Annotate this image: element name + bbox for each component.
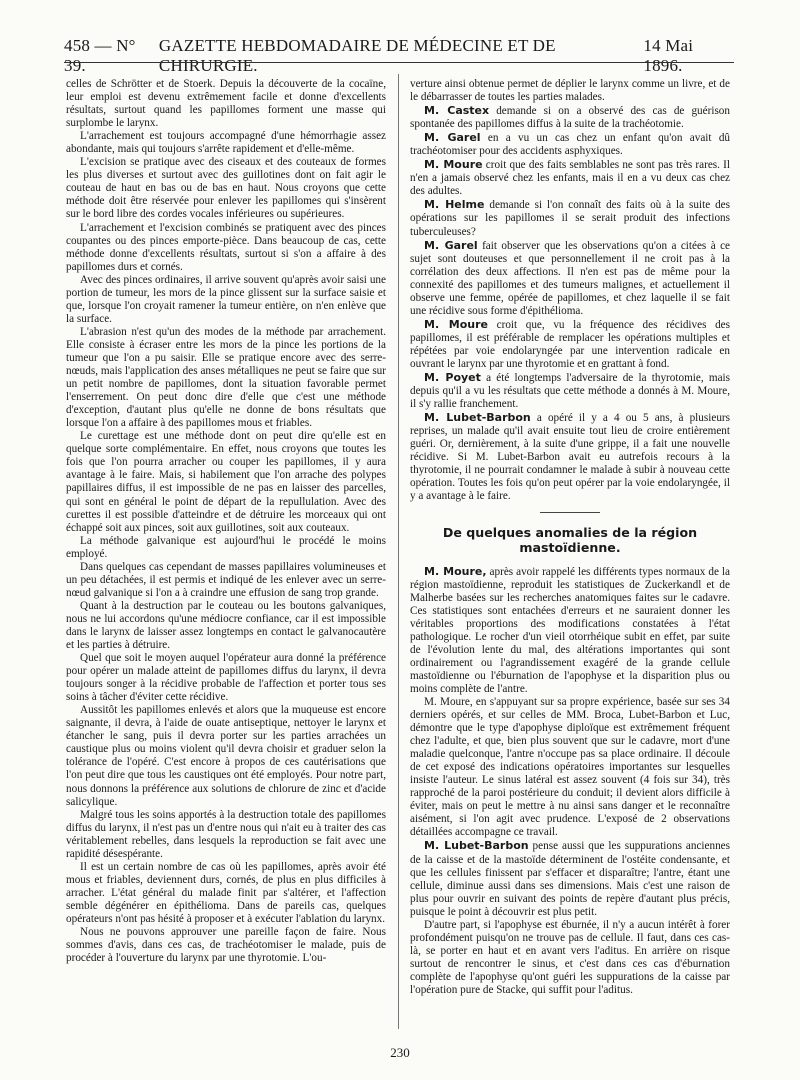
header-rule — [64, 62, 734, 63]
speaker-name: M. Garel — [424, 238, 478, 252]
paragraph — [410, 131, 730, 158]
issue-date: 14 Mai 1896. — [643, 36, 694, 75]
speaker-name: M. Lubet-Barbon — [424, 839, 529, 853]
paragraph: L'excision se pratique avec des ciseaux et des couteaux de formes les plus diverses et surtout avec des guillotines dont on fait agir le couteau de haut en bas ou de bas en haut. Nous croyons que cette méthode doit être réservée pour enlever les papillomes qui s'insèrent sur le bord libre des cordes vocales inférieures ou supérieures. — [66, 156, 386, 221]
paragraph: Quant à la destruction par le couteau ou les boutons galvaniques, nous ne lui accordons qu'une médiocre confiance, car il est impossible dans le larynx de laisser assez longtemps en contact le galvanocautère et les parties à détruire. — [66, 599, 386, 652]
paragraph — [410, 839, 730, 918]
paragraph-text: croit que, vu la fréquence des récidives des papillomes, il est préférable de remplacer les opérations multiples et répétées par voie endolaryngée par une intervention radicale en ouvrant le larynx par une thyrotomie et en grattant à fond. — [410, 318, 730, 370]
paragraph: Aussitôt les papillomes enlevés et alors que la muqueuse est encore saignante, il devra, à l'aide de ouate antiseptique, nettoyer le larynx et étancher le sang, puis il devra porter sur les parties arrachées un caustique plus ou moins violent qu'il devra choisir et graduer selon la tolérance de l'opéré. C'est encore à propos de ces cautérisations que l'on peut dire que tous les caustiques ont été employés. Pour notre part, nous donnons la préférence aux solutions de chlorure de zinc et d'acide salicylique. — [66, 704, 386, 808]
paragraph: Le curettage est une méthode dont on peut dire qu'elle est en quelque sorte complémentaire. En effet, nous croyons que toutes les fois que l'on pourra arracher ou couper les papillomes, il y aura avantage à le faire. Mais, si habilement que l'on arrache des polypes papillaires diffus, il est impossible de ne pas en laisser des parcelles, qui sont en général le point de départ de la repullulation. Avec des curettes il est possible d'atteindre et de détruire les morceaux qui ont échappé soit aux pinces, soit aux guillotines, soit aux couteaux. — [66, 430, 386, 534]
paragraph-text: en a vu un cas chez un enfant qu'on avait dû trachéotomiser pour des accidents asphyxiques. — [410, 132, 730, 158]
paragraph — [410, 411, 730, 503]
paragraph-text: a été longtemps l'adversaire de la thyrotomie, mais depuis qu'il a vu les résultats que cette méthode a donnés à M. Moure, il s'y rallie franchement. — [410, 372, 730, 411]
speaker-name: M. Moure, — [424, 564, 487, 578]
speaker-name: M. Garel — [424, 131, 481, 145]
section-rule — [540, 512, 600, 513]
paragraph-text: pense aussi que les suppurations anciennes de la caisse et de la mastoïde déterminent de l'ostéite condensante, et que les cellules finissent par s'effacer et disparaître; l'antre, étant une cellule, diminue aussi dans ses dimensions. Mais c'est une raison de plus pour ouvrir en suivant des points de repère d'autant plus précis, puisque le point à découvrir est plus petit. — [410, 840, 730, 918]
speaker-name: M. Castex — [424, 104, 490, 118]
paragraph — [410, 239, 730, 318]
speaker-name: M. Lubet-Barbon — [424, 411, 531, 425]
paragraph: Malgré tous les soins apportés à la destruction totale des papillomes diffus du larynx, il n'est pas un d'entre nous qui n'ait eu à traiter des cas véritablement rebelles, dans lesquels la reproduction se fait avec une rapidité désespérante. — [66, 808, 386, 860]
paragraph: L'abrasion n'est qu'un des modes de la méthode par arrachement. Elle consiste à écraser entre les mors de la pince les portions de la tumeur que l'on a pu saisir. Elle se pratique encore avec des serre-nœuds, mais l'application des anses métalliques ne peut se faire que sur un petit nombre de papillomes, dont la situation favorable permet l'enserrement. On peut donc dire d'elle que c'est une méthode d'exception, d'autant plus qu'elle ne donne de bons résultats que lorsque l'on a affaire à des papillomes mous et friables. — [66, 325, 386, 430]
paragraph — [410, 318, 730, 371]
column-divider — [398, 74, 399, 1029]
speaker-name: M. Moure — [424, 317, 488, 331]
paragraph: D'autre part, si l'apophyse est éburnée, il n'y a aucun intérêt à forer profondément puisqu'on ne trouve pas de cellule. Il faut, dans ces cas-là, se porter en haut et en avant vers l'aditus. En arrière on risque surtout de rencontrer le sinus, et c'est dans ces cas d'éburnation complète de l'apophyse qu'ont guéri les suppurations de la caisse par l'opération pure de Stacke, qui suffit pour l'aditus. — [410, 918, 730, 996]
paragraph: celles de Schrötter et de Stoerk. Depuis la découverte de la cocaïne, leur emploi est devenu extrêmement facile et donne d'excellents résultats, surtout quand les papillomes forment une masse qui surplombe le larynx. — [66, 78, 386, 130]
paragraph: Dans quelques cas cependant de masses papillaires volumineuses et un peu détachées, il est permis et indiqué de les enlever avec un serre-nœud galvanique si l'on a à craindre une effusion de sang trop grande. — [66, 560, 386, 599]
left-column — [66, 78, 386, 1028]
page-folio: 230 — [390, 1045, 410, 1060]
speaker-name: M. Poyet — [424, 371, 481, 385]
paragraph-text: demande si on a observé des cas de guérison spontanée des papillomes diffus à la suite de la trachéotomie. — [410, 105, 730, 131]
paragraph-text: demande si l'on connaît des faits où à la suite des opérations sur les papillomes il se serait produit des infections tuberculeuses? — [410, 199, 730, 238]
paragraph: Quel que soit le moyen auquel l'opérateur aura donné la préférence pour opérer un malade atteint de papillomes diffus du larynx, il devra toujours songer à la récidive probable de l'affection et porter tous ses soins à tâcher d'éviter cette récidive. — [66, 652, 386, 704]
right-column — [410, 78, 730, 1028]
paragraph-text: après avoir rappelé les différents types normaux de la région mastoïdienne, reproduit les statistiques de Zuckerkandl et de Malherbe basées sur les recherches anatomiques faites sur le cadavre. Ces statistiques sont entachées d'erreurs et ne sauraient donner les véritables proportions des modifications constatées à l'état pathologique. Le rocher d'un vieil otorrhéique subit en effet, par suite de l'évolution lente du mal, des altérations importantes qui sont ordinairement ou l'agrandissement exagéré de la grande cellule mastoïdienne ou l'éburnation de l'apophyse et la disparition plus ou moins complète de l'antre. — [410, 565, 730, 695]
paragraph: Avec des pinces ordinaires, il arrive souvent qu'après avoir saisi une portion de tumeur, les mors de la pince glissent sur la surface saisie et que, lorsque l'on croyait ramener la tumeur entière, on n'en enlève que la surface. — [66, 273, 386, 325]
section-title: De quelques anomalies de la région mastoïdienne. — [442, 524, 698, 555]
paragraph — [410, 565, 730, 696]
paragraph — [410, 198, 730, 238]
paragraph: Il est un certain nombre de cas où les papillomes, après avoir été mous et friables, deviennent durs, cornés, de plus en plus difficiles à arracher. L'état général du malade finit par s'altérer, et l'affection semble dégénérer en épithélioma. Dans de pareils cas, quelques opérateurs n'ont pas hésité à proposer et à exécuter l'ablation du larynx. — [66, 860, 386, 925]
paragraph: La méthode galvanique est aujourd'hui le procédé le moins employé. — [66, 534, 386, 560]
paragraph-text: a opéré il y a 4 ou 5 ans, à plusieurs reprises, un malade qu'il avait ensuite tout lieu de croire entièrement guéri. Or, dernièrement, à la suite d'une grippe, il a fait une nouvelle récidive. Si M. Lubet-Barbon avait eu autrefois recours à la thyrotomie, il ne pourrait condamner le malade à subir à nouveau cette opération. Toutes les fois qu'on peut opérer par la voie endolaryngée, il y a avantage à le faire. — [410, 412, 730, 503]
paragraph-text: fait observer que les observations qu'on a citées à ce sujet sont douteuses et que personnellement il ne croit pas à la corrélation des deux affections. Il n'en est pas de même pour la connexité des papillomes et des tumeurs malignes, et actuellement il observe une femme, opérée de papillomes, et chez laquelle il se fait une récidive sous forme d'épithélioma. — [410, 239, 730, 317]
paragraph: L'arrachement est toujours accompagné d'une hémorrhagie assez abondante, mais qui toujours s'arrête rapidement et d'elle-même. — [66, 130, 386, 156]
speaker-name: M. Helme — [424, 198, 485, 212]
paragraph: Nous ne pouvons approuver une pareille façon de faire. Nous sommes d'avis, dans ces cas, de trachéotomiser le malade, puis de procéder à l'ouverture du larynx par une thyrotomie. L'ou- — [66, 926, 386, 965]
paragraph — [410, 371, 730, 411]
paragraph — [410, 104, 730, 131]
speaker-name: M. Moure — [424, 158, 483, 172]
paragraph: L'arrachement et l'excision combinés se pratiquent avec des pinces coupantes ou des pinces emporte-pièce. Dans beaucoup de cas, cette méthode donne d'excellents résultats, surtout si s'on a affaire à des papillomes durs et cornés. — [66, 221, 386, 273]
page-number: 458 — N° 39. — [64, 36, 136, 75]
paragraph: M. Moure, en s'appuyant sur sa propre expérience, basée sur ses 34 derniers opérés, et sur celles de MM. Broca, Lubet-Barbon et Luc, démontre que le type d'apophyse diploïque est extrêmement fréquent chez l'adulte, et que, bien plus souvent que sur le cadavre, mort d'une maladie quelconque, l'antre n'occupe pas sa place ordinaire. Il découle de cet exposé des indications opératoires importantes sur lesquelles insiste l'auteur. Le sinus latéral est assez souvent (4 fois sur 34), très rapproché de la paroi postérieure du conduit; il devient alors difficile à éviter, mais on peut le mettre à nu ainsi sans danger et le reconnaître aisément, si l'on agit avec prudence. L'exposé de 2 observations détaillées accompagne ce travail. — [410, 695, 730, 839]
paragraph-text: croit que des faits semblables ne sont pas très rares. Il n'en a jamais observé chez les enfants, mais il en a vu deux cas chez des adultes. — [410, 159, 730, 198]
paragraph — [410, 158, 730, 198]
journal-title: GAZETTE HEBDOMADAIRE DE MÉDECINE ET DE CHIRURGIE. — [158, 36, 556, 75]
paragraph: verture ainsi obtenue permet de déplier le larynx comme un livre, et de le débarrasser de toutes les parties malades. — [410, 78, 730, 104]
page-header — [64, 36, 734, 75]
